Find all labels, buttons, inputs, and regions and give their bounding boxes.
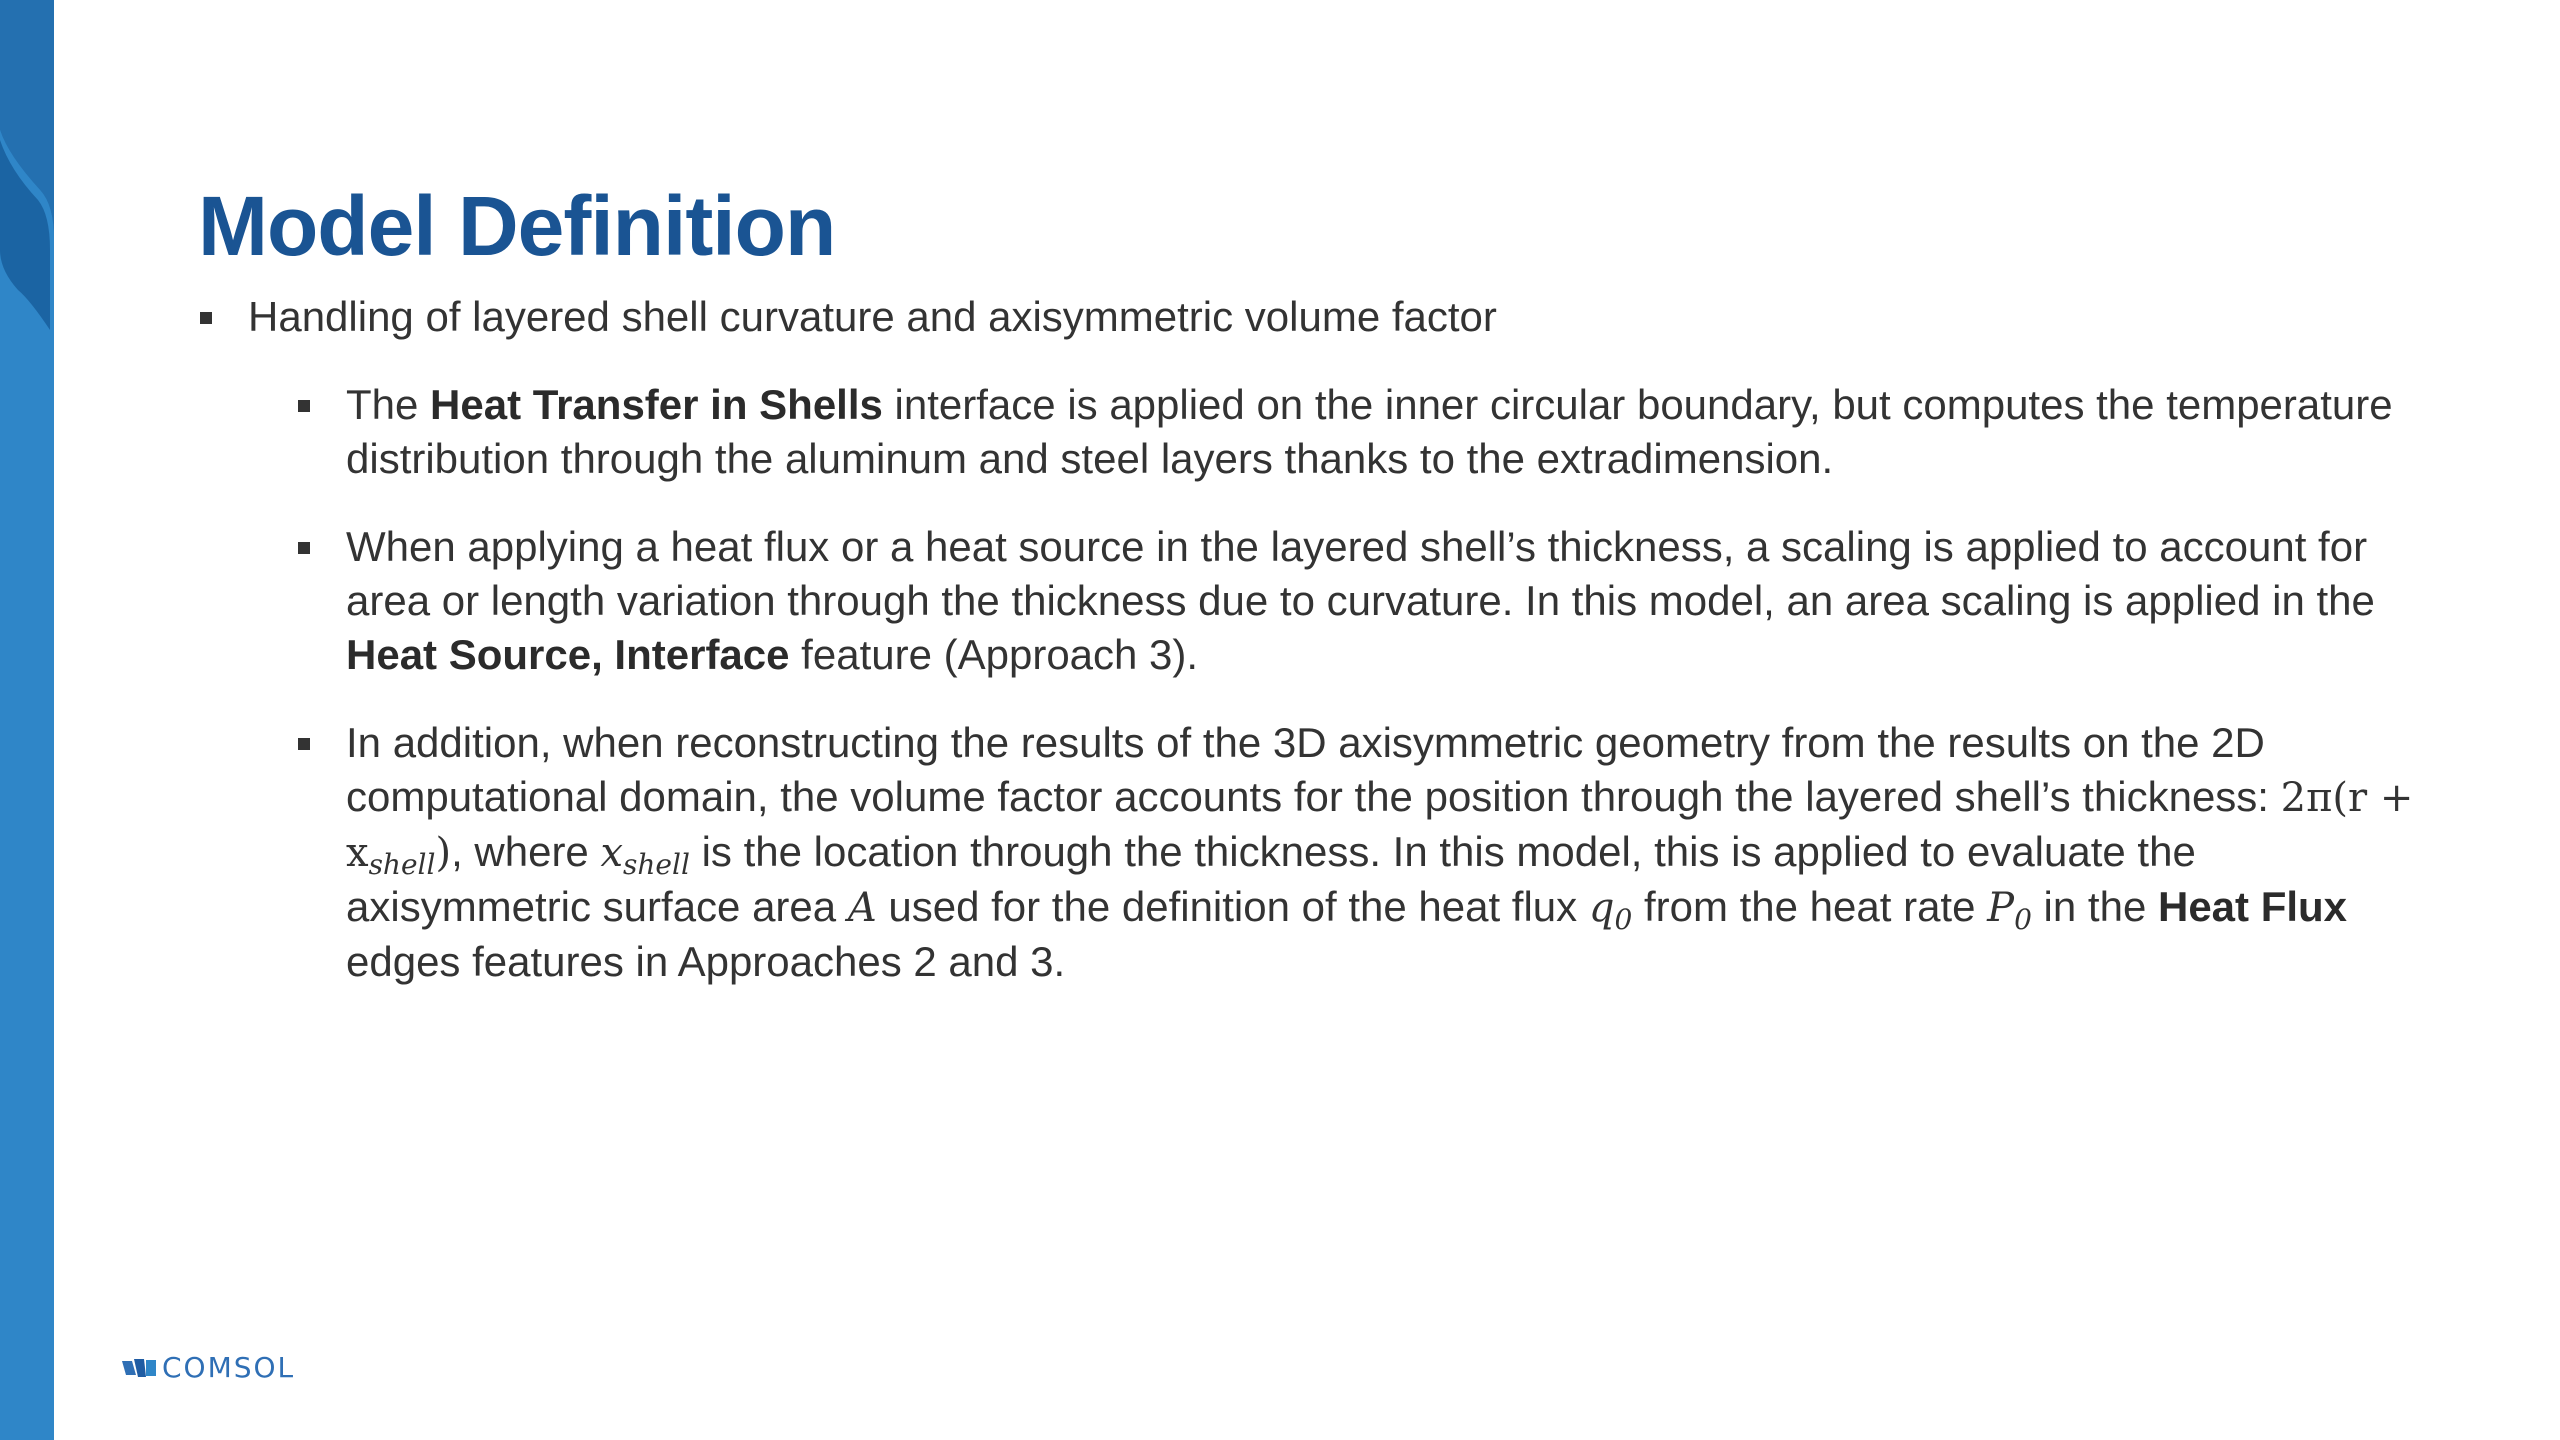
math-run: x [600, 830, 624, 876]
bold-term: Heat Transfer in Shells [430, 381, 883, 428]
math-subscript: shell [623, 848, 690, 881]
text-run: , where [451, 828, 601, 875]
text-run: In addition, when reconstructing the results of the 3D axisymmetric geometry from the results on the 2D computational domain, the volume factor accounts for the position through the layered shell’s thickness: [346, 719, 2281, 820]
sub-bullet-volume-factor [296, 716, 2438, 989]
bullet-square-icon [200, 312, 212, 324]
sub-bullet-scaling [296, 520, 2438, 682]
text-run: interface is applied on the inner circular boundary, but computes the temperature distribution through the aluminum and steel layers thanks to the extradimension. [346, 381, 2393, 482]
text-run: edges features in Approaches 2 and 3. [346, 938, 1066, 985]
comsol-logo-icon [122, 1357, 156, 1379]
math-run: P [1987, 885, 2015, 931]
math-run: ) [435, 830, 452, 876]
math-subscript: 0 [1614, 903, 1633, 936]
bold-term: Heat Flux [2157, 883, 2348, 930]
math-P0 [1987, 885, 2032, 936]
bullet-level-1 [198, 290, 2438, 344]
bold-term: Heat Source, Interface [346, 631, 790, 678]
logo-text: COMSOL [162, 1351, 296, 1384]
bullet-square-icon [298, 542, 310, 554]
math-area-A: A [847, 885, 877, 931]
math-subscript: 0 [2014, 903, 2032, 936]
text-run: feature (Approach 3). [789, 631, 1199, 678]
bullet-text: Handling of layered shell curvature and axisymmetric volume factor [248, 293, 1497, 340]
math-run: q [1588, 885, 1615, 931]
comsol-logo [122, 1351, 296, 1384]
math-q0 [1588, 885, 1633, 936]
sub-bullet-heat-transfer [296, 378, 2438, 486]
math-x-shell [600, 830, 690, 881]
band-curve-accent [0, 0, 54, 360]
math-run: 2π(r + x [346, 775, 2414, 876]
text-run: used for the definition of the heat flux [876, 883, 1589, 930]
text-run: is the location through the thickness. In this model, this is applied to evaluate the axisymmetric surface area [346, 828, 2196, 930]
text-run: from the heat rate [1632, 883, 1988, 930]
text-run: The [346, 381, 431, 428]
slide-title: Model Definition [198, 179, 836, 273]
text-run: in the [2031, 883, 2158, 930]
text-run: When applying a heat flux or a heat source in the layered shell’s thickness, a scaling is applied to account for area or length variation through the thickness due to curvature. In this model, an area scaling is applied in the [346, 523, 2375, 624]
bullet-square-icon [298, 738, 310, 750]
bullet-square-icon [298, 400, 310, 412]
slide-body [198, 290, 2438, 989]
math-subscript: shell [368, 848, 436, 881]
